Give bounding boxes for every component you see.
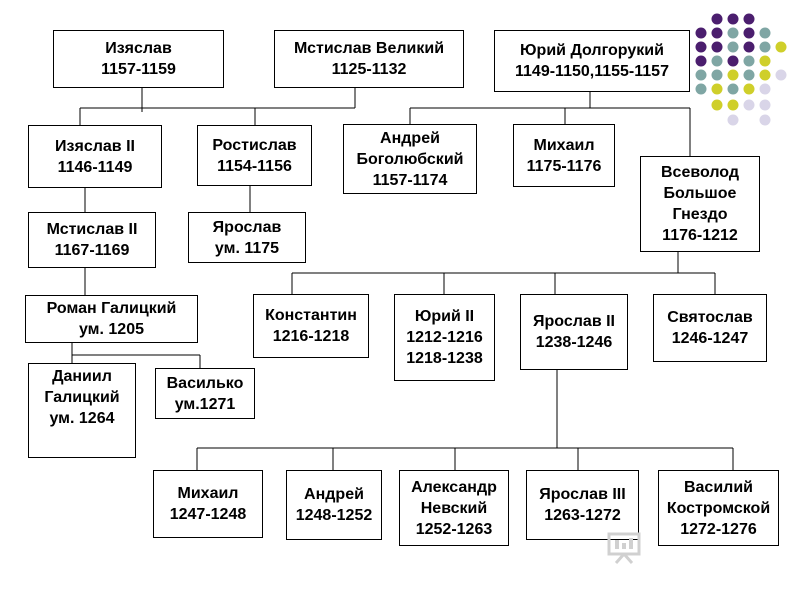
node-konstantin: Константин 1216-1218 [253,294,369,358]
node-vsevolod: Всеволод Большое Гнездо 1176-1212 [640,156,760,252]
node-daniil-galitskiy: Даниил Галицкий ум. 1264 [28,363,136,458]
decorative-dot-grid [0,0,800,140]
node-roman-galitskiy: Роман Галицкий ум. 1205 [25,295,198,343]
node-vasiliy-kostromskoy: Василий Костромской 1272-1276 [658,470,779,546]
node-svyatoslav: Святослав 1246-1247 [653,294,767,362]
node-yuriy-2: Юрий II 1212-1216 1218-1238 [394,294,495,381]
node-izyaslav: Изяслав 1157-1159 [53,30,224,88]
node-izyaslav-2: Изяслав II 1146-1149 [28,125,162,188]
node-aleksandr-nevskiy: Александр Невский 1252-1263 [399,470,509,546]
node-rostislav: Ростислав 1154-1156 [197,125,312,186]
node-andrey-bogolyubskiy: Андрей Боголюбский 1157-1174 [343,124,477,194]
node-andrey: Андрей 1248-1252 [286,470,382,540]
node-yaroslav-rostislavich: Ярослав ум. 1175 [188,212,306,263]
node-mikhail-1: Михаил 1175-1176 [513,124,615,187]
node-yaroslav-3: Ярослав III 1263-1272 [526,470,639,540]
node-yaroslav-2: Ярослав II 1238-1246 [520,294,628,370]
presentation-icon [606,530,646,564]
node-mstislav-velikiy: Мстислав Великий 1125-1132 [274,30,464,88]
node-mikhail-2: Михаил 1247-1248 [153,470,263,538]
node-yuriy-dolgorukiy: Юрий Долгорукий 1149-1150,1155-1157 [494,30,690,92]
node-mstislav-2: Мстислав II 1167-1169 [28,212,156,268]
node-vasilko: Василько ум.1271 [155,368,255,419]
dot-grid-shapes [696,14,787,126]
